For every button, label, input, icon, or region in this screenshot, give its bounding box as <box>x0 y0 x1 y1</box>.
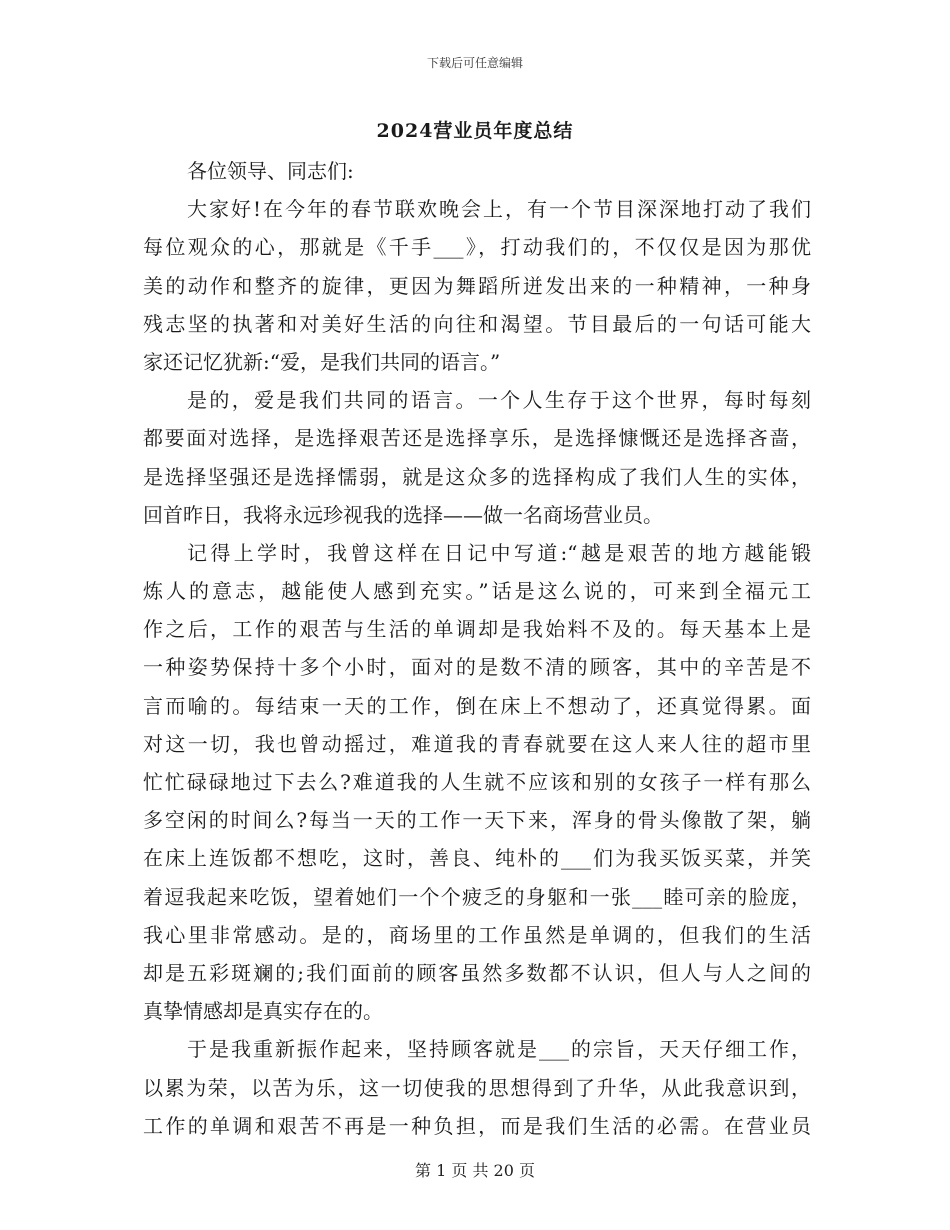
text-line: 美的动作和整齐的旋律，更因为舞蹈所迸发出来的一种精神，一种身 <box>143 273 811 298</box>
text-line: 作之后，工作的艰苦与生活的单调却是我始料不及的。每天基本上是 <box>143 617 811 642</box>
text-line: 以累为荣，以苦为乐，这一切使我的思想得到了升华，从此我意识到， <box>143 1075 811 1100</box>
text-line: 忙忙碌碌地过下去么?难道我的人生就不应该和别的女孩子一样有那么 <box>143 770 811 794</box>
text-line: 于是我重新振作起来，坚持顾客就是___的宗旨，天天仔细工作， <box>187 1037 811 1062</box>
text-line: 炼人的意志，越能使人感到充实。”话是这么说的，可来到全福元工 <box>143 579 811 604</box>
text-line: 家还记忆犹新:“爱，是我们共同的语言。” <box>143 349 501 374</box>
text-line: 着逗我起来吃饭，望着她们一个个疲乏的身躯和一张___睦可亲的脸庞， <box>143 884 811 909</box>
text-line: 工作的单调和艰苦不再是一种负担，而是我们生活的必需。在营业员 <box>143 1113 811 1138</box>
text-line: 是的，爱是我们共同的语言。一个人生存于这个世界，每时每刻 <box>187 388 811 413</box>
text-line: 每位观众的心，那就是《千手___》，打动我们的，不仅仅是因为那优 <box>143 235 811 260</box>
document-title: 2024营业员年度总结 <box>376 120 574 142</box>
text-line: 是选择坚强还是选择懦弱，就是这众多的选择构成了我们人生的实体， <box>143 464 811 489</box>
text-line: 大家好!在今年的春节联欢晚会上，有一个节目深深地打动了我们 <box>187 197 811 222</box>
text-line: 多空闲的时间么?每当一天的工作一天下来，浑身的骨头像散了架，躺 <box>143 808 811 833</box>
text-line: 言而喻的。每结束一天的工作，倒在床上不想动了，还真觉得累。面 <box>143 693 811 718</box>
text-line: 残志坚的执著和对美好生活的向往和渴望。节目最后的一句话可能大 <box>143 311 811 336</box>
text-line: 在床上连饭都不想吃，这时，善良、纯朴的___们为我买饭买菜，并笑 <box>143 846 811 871</box>
text-line: 却是五彩斑斓的;我们面前的顾客虽然多数都不认识，但人与人之间的 <box>143 960 811 985</box>
page-footer: 第 1 页 共 20 页 <box>415 1161 535 1180</box>
text-line: 记得上学时，我曾这样在日记中写道:“越是艰苦的地方越能锻 <box>187 540 811 565</box>
document-body <box>143 152 811 1145</box>
text-line: 都要面对选择，是选择艰苦还是选择享乐，是选择慷慨还是选择吝啬， <box>143 426 811 451</box>
text-line: 真挚情感却是真实存在的。 <box>143 999 383 1024</box>
text-line: 各位领导、同志们: <box>187 159 354 183</box>
text-line: 一种姿势保持十多个小时，面对的是数不清的顾客，其中的辛苦是不 <box>143 655 811 680</box>
header-note: 下载后可任意编辑 <box>426 56 523 70</box>
text-line: 回首昨日，我将永远珍视我的选择——做一名商场营业员。 <box>143 502 663 527</box>
text-line: 对这一切，我也曾动摇过，难道我的青春就要在这人来人往的超市里 <box>143 731 811 756</box>
text-line: 我心里非常感动。是的，商场里的工作虽然是单调的，但我们的生活 <box>143 922 811 947</box>
